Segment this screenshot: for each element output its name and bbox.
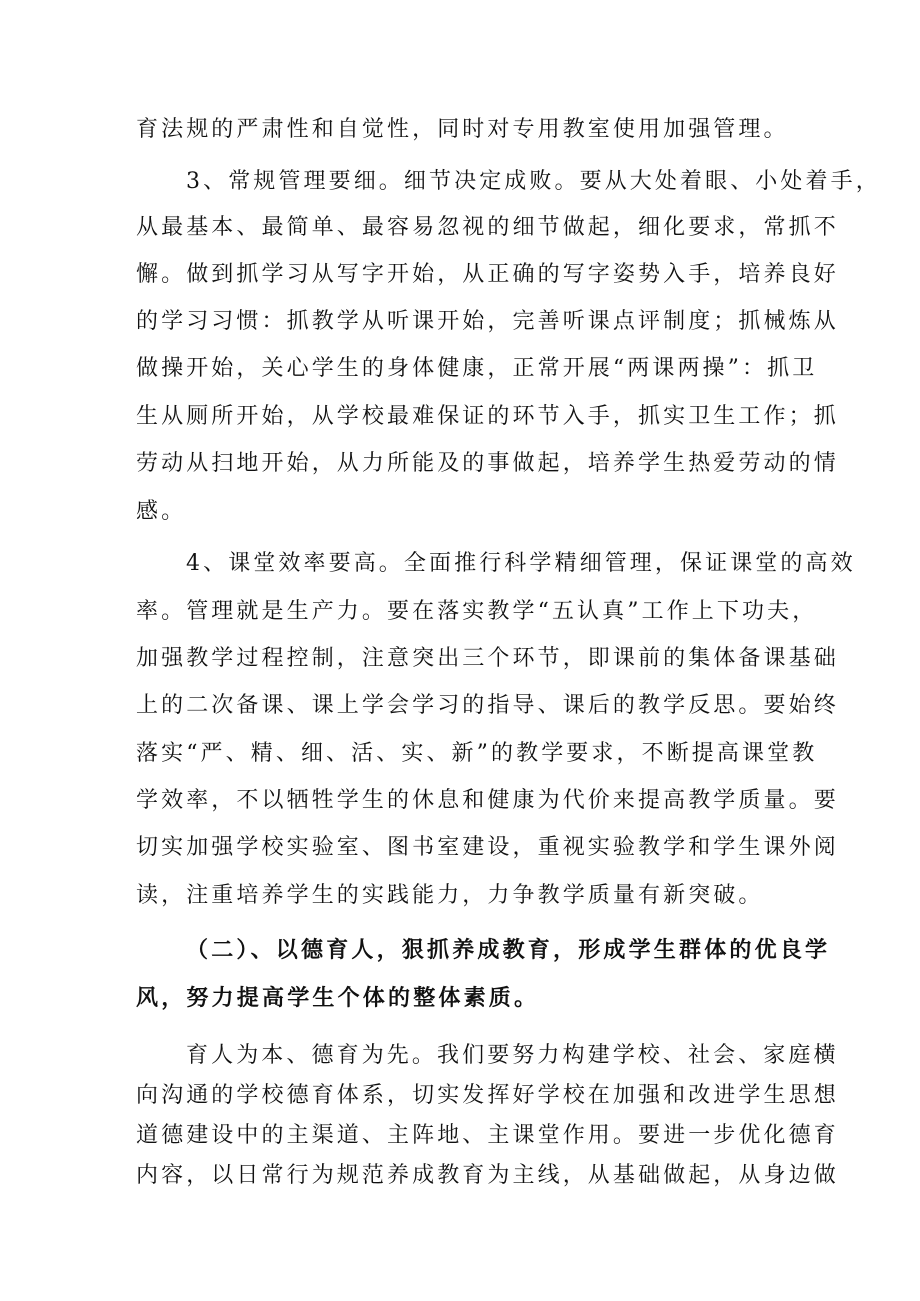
paragraph-line: 3、常规管理要细。细节决定成败。要从大处着眼、小处着手， bbox=[186, 169, 881, 194]
paragraph-line: 内容，以日常行为规范养成教育为主线，从基础做起，从身边做 bbox=[136, 1163, 839, 1188]
paragraph-line: 的学习习惯：抓教学从听课开始，完善听课点评制度；抓械炼从 bbox=[136, 309, 839, 334]
paragraph-line: 4、课堂效率要高。全面推行科学精细管理，保证课堂的高效 bbox=[186, 551, 856, 576]
paragraph-line: 育人为本、德育为先。我们要努力构建学校、社会、家庭横 bbox=[186, 1043, 839, 1068]
paragraph-line: 劳动从扫地开始，从力所能及的事做起，培养学生热爱劳动的情 bbox=[136, 451, 839, 476]
section-heading-line: （二）、以德育人，狠抓养成教育，形成学生群体的优良学 bbox=[186, 938, 831, 963]
paragraph-line: 学效率，不以牺牲学生的休息和健康为代价来提高教学质量。要 bbox=[136, 788, 839, 813]
paragraph-line: 切实加强学校实验室、图书室建设，重视实验教学和学生课外阅 bbox=[136, 835, 839, 860]
paragraph-line: 感。 bbox=[136, 499, 187, 524]
paragraph-line: 加强教学过程控制，注意突出三个环节，即课前的集体备课基础 bbox=[136, 646, 839, 671]
paragraph-line: 生从厕所开始，从学校最难保证的环节入手，抓实卫生工作；抓 bbox=[136, 404, 839, 429]
paragraph-line: 读，注重培养学生的实践能力，力争教学质量有新突破。 bbox=[136, 883, 764, 908]
paragraph-line: 率。管理就是生产力。要在落实教学“五认真”工作上下功夫， bbox=[136, 599, 818, 624]
paragraph-line: 做操开始，关心学生的身体健康，正常开展“两课两操”：抓卫 bbox=[136, 356, 818, 381]
paragraph-line: 向沟通的学校德育体系，切实发挥好学校在加强和改进学生思想 bbox=[136, 1083, 839, 1108]
paragraph-line: 上的二次备课、课上学会学习的指导、课后的教学反思。要始终 bbox=[136, 693, 839, 718]
paragraph-line: 懈。做到抓学习从写字开始，从正确的写字姿势入手，培养良好 bbox=[136, 262, 839, 287]
paragraph-line: 落实“严、精、细、活、实、新”的教学要求，不断提高课堂教 bbox=[136, 741, 818, 766]
paragraph-line: 从最基本、最简单、最容易忽视的细节做起，细化要求，常抓不 bbox=[136, 215, 839, 240]
paragraph-line: 育法规的严肃性和自觉性，同时对专用教室使用加强管理。 bbox=[136, 117, 789, 142]
paragraph-line: 道德建设中的主渠道、主阵地、主课堂作用。要进一步优化德育 bbox=[136, 1123, 839, 1148]
section-heading-line: 风，努力提高学生个体的整体素质。 bbox=[136, 986, 540, 1011]
